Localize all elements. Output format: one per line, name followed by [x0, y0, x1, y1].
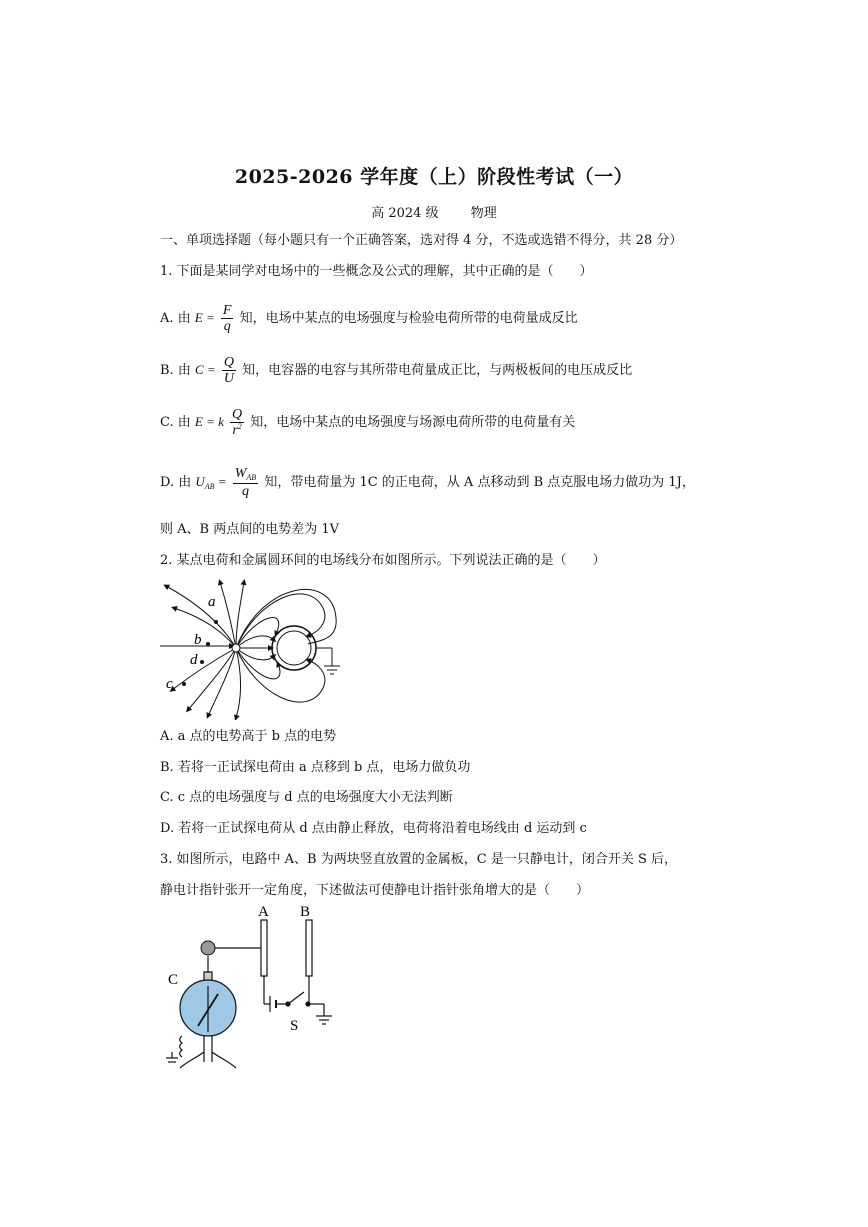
q1-c-text: 知，电场中某点的电场强度与场源电荷所带的电荷量有关	[250, 415, 576, 430]
q1-a-den: q	[223, 319, 231, 334]
field-line	[236, 589, 336, 648]
q2-option-a[interactable]: A. a 点的电势高于 b 点的电势	[160, 729, 337, 744]
q3-stem-line2: 静电计指针张开一定角度，下述做法可使静电计指针张角增大的是（ ）	[160, 883, 590, 898]
field-line	[236, 648, 241, 718]
point-d-dot	[200, 660, 204, 664]
label-electrometer-c: C	[168, 972, 179, 988]
q1-option-b[interactable]	[160, 350, 632, 391]
exam-subtitle	[0, 202, 868, 221]
q1-a-lhs: E =	[194, 310, 215, 325]
q1-d-num: W	[234, 465, 247, 481]
stand-leg	[180, 1052, 204, 1068]
q3-stem-line1: 3. 如图所示，电路中 A、B 为两块竖直放置的金属板，C 是一只静电计，闭合开关 S 后，	[160, 852, 677, 867]
ground-coil	[180, 1036, 182, 1057]
q1-d-fraction	[233, 466, 258, 499]
q1-d-text-line2: 则 A、B 两点间的电势差为 1V	[160, 522, 339, 537]
electric-field-diagram	[158, 578, 348, 720]
q1-d-prefix: D. 由	[160, 475, 192, 490]
point-a-dot	[214, 620, 218, 624]
q1-stem: 1. 下面是某同学对电场中的一些概念及公式的理解，其中正确的是（ ）	[160, 264, 593, 279]
q2-option-b[interactable]: B. 若将一正试探电荷由 a 点移到 b 点，电场力做负功	[160, 760, 471, 775]
metal-ring	[272, 626, 316, 670]
q1-d-lhs: U	[195, 474, 205, 489]
q1-a-text: 知，电场中某点的电场强度与检验电荷所带的电荷量成反比	[239, 311, 578, 326]
q1-c-fraction	[230, 407, 244, 439]
field-line	[220, 582, 236, 648]
capacitor-circuit-diagram	[158, 902, 358, 1074]
field-line	[172, 648, 236, 690]
q1-d-eq: =	[214, 474, 227, 489]
q1-b-num: Q	[223, 354, 234, 370]
q1-b-den: U	[223, 371, 234, 386]
q2-option-d[interactable]: D. 若将一正试探电荷从 d 点由静止释放，电荷将沿着电场线由 d 运动到 c	[160, 821, 587, 836]
plate-a	[261, 920, 267, 976]
q1-d-den: q	[241, 483, 249, 499]
q1-a-prefix: A. 由	[160, 311, 191, 326]
q1-c-prefix: C. 由	[160, 415, 191, 430]
q1-option-a[interactable]	[160, 298, 578, 339]
grade-label: 高 2024 级	[371, 206, 439, 221]
q1-a-num: F	[222, 302, 232, 318]
subject-label: 物理	[470, 206, 497, 221]
field-line	[236, 648, 274, 660]
q1-b-lhs: C =	[194, 362, 216, 377]
q1-b-text: 知，电容器的电容与其所带电荷量成正比，与两极板间的电压成反比	[242, 363, 633, 378]
label-switch-s: S	[290, 1018, 299, 1034]
stand-leg	[212, 1052, 236, 1068]
section-heading: 一、单项选择题（每小题只有一个正确答案，选对得 4 分，不选或选错不得分，共 28 分）	[160, 233, 683, 248]
q1-c-den: r	[232, 423, 238, 438]
q1-option-c[interactable]	[160, 402, 575, 443]
q1-a-fraction	[221, 303, 234, 335]
q1-c-num: Q	[232, 406, 243, 422]
label-c: c	[166, 676, 173, 692]
point-c-dot	[182, 682, 186, 686]
q1-d-num-sub: AB	[246, 472, 257, 482]
label-a: a	[208, 594, 216, 610]
exam-title: 2025-2026 学年度（上）阶段性考试（一）	[234, 166, 634, 188]
q1-c-den-sup: 2	[237, 422, 242, 431]
q1-option-d[interactable]	[160, 462, 695, 507]
field-line	[174, 608, 236, 648]
q1-c-lhs: E = k	[194, 414, 224, 429]
q1-d-text: 知，带电荷量为 1C 的正电荷，从 A 点移动到 B 点克服电场力做功为 1J，	[264, 475, 695, 490]
q1-b-fraction	[222, 355, 236, 387]
point-charge	[232, 644, 240, 652]
q1-d-lhs-sub: AB	[204, 482, 215, 491]
q2-stem: 2. 某点电荷和金属圆环间的电场线分布如图所示。下列说法正确的是（ ）	[160, 553, 606, 568]
electrometer-knob	[201, 941, 215, 955]
metal-ring-inner	[277, 631, 311, 665]
switch-blade[interactable]	[288, 992, 304, 1004]
point-b-dot	[206, 642, 210, 646]
field-line	[208, 648, 236, 716]
q1-b-prefix: B. 由	[160, 363, 191, 378]
label-b: b	[194, 632, 202, 648]
plate-b	[306, 920, 312, 976]
label-d: d	[190, 652, 198, 668]
label-plate-a: A	[258, 904, 269, 920]
field-line	[236, 594, 325, 648]
q2-option-c[interactable]: C. c 点的电场强度与 d 点的电场强度大小无法判断	[160, 790, 453, 805]
label-plate-b: B	[300, 904, 311, 920]
